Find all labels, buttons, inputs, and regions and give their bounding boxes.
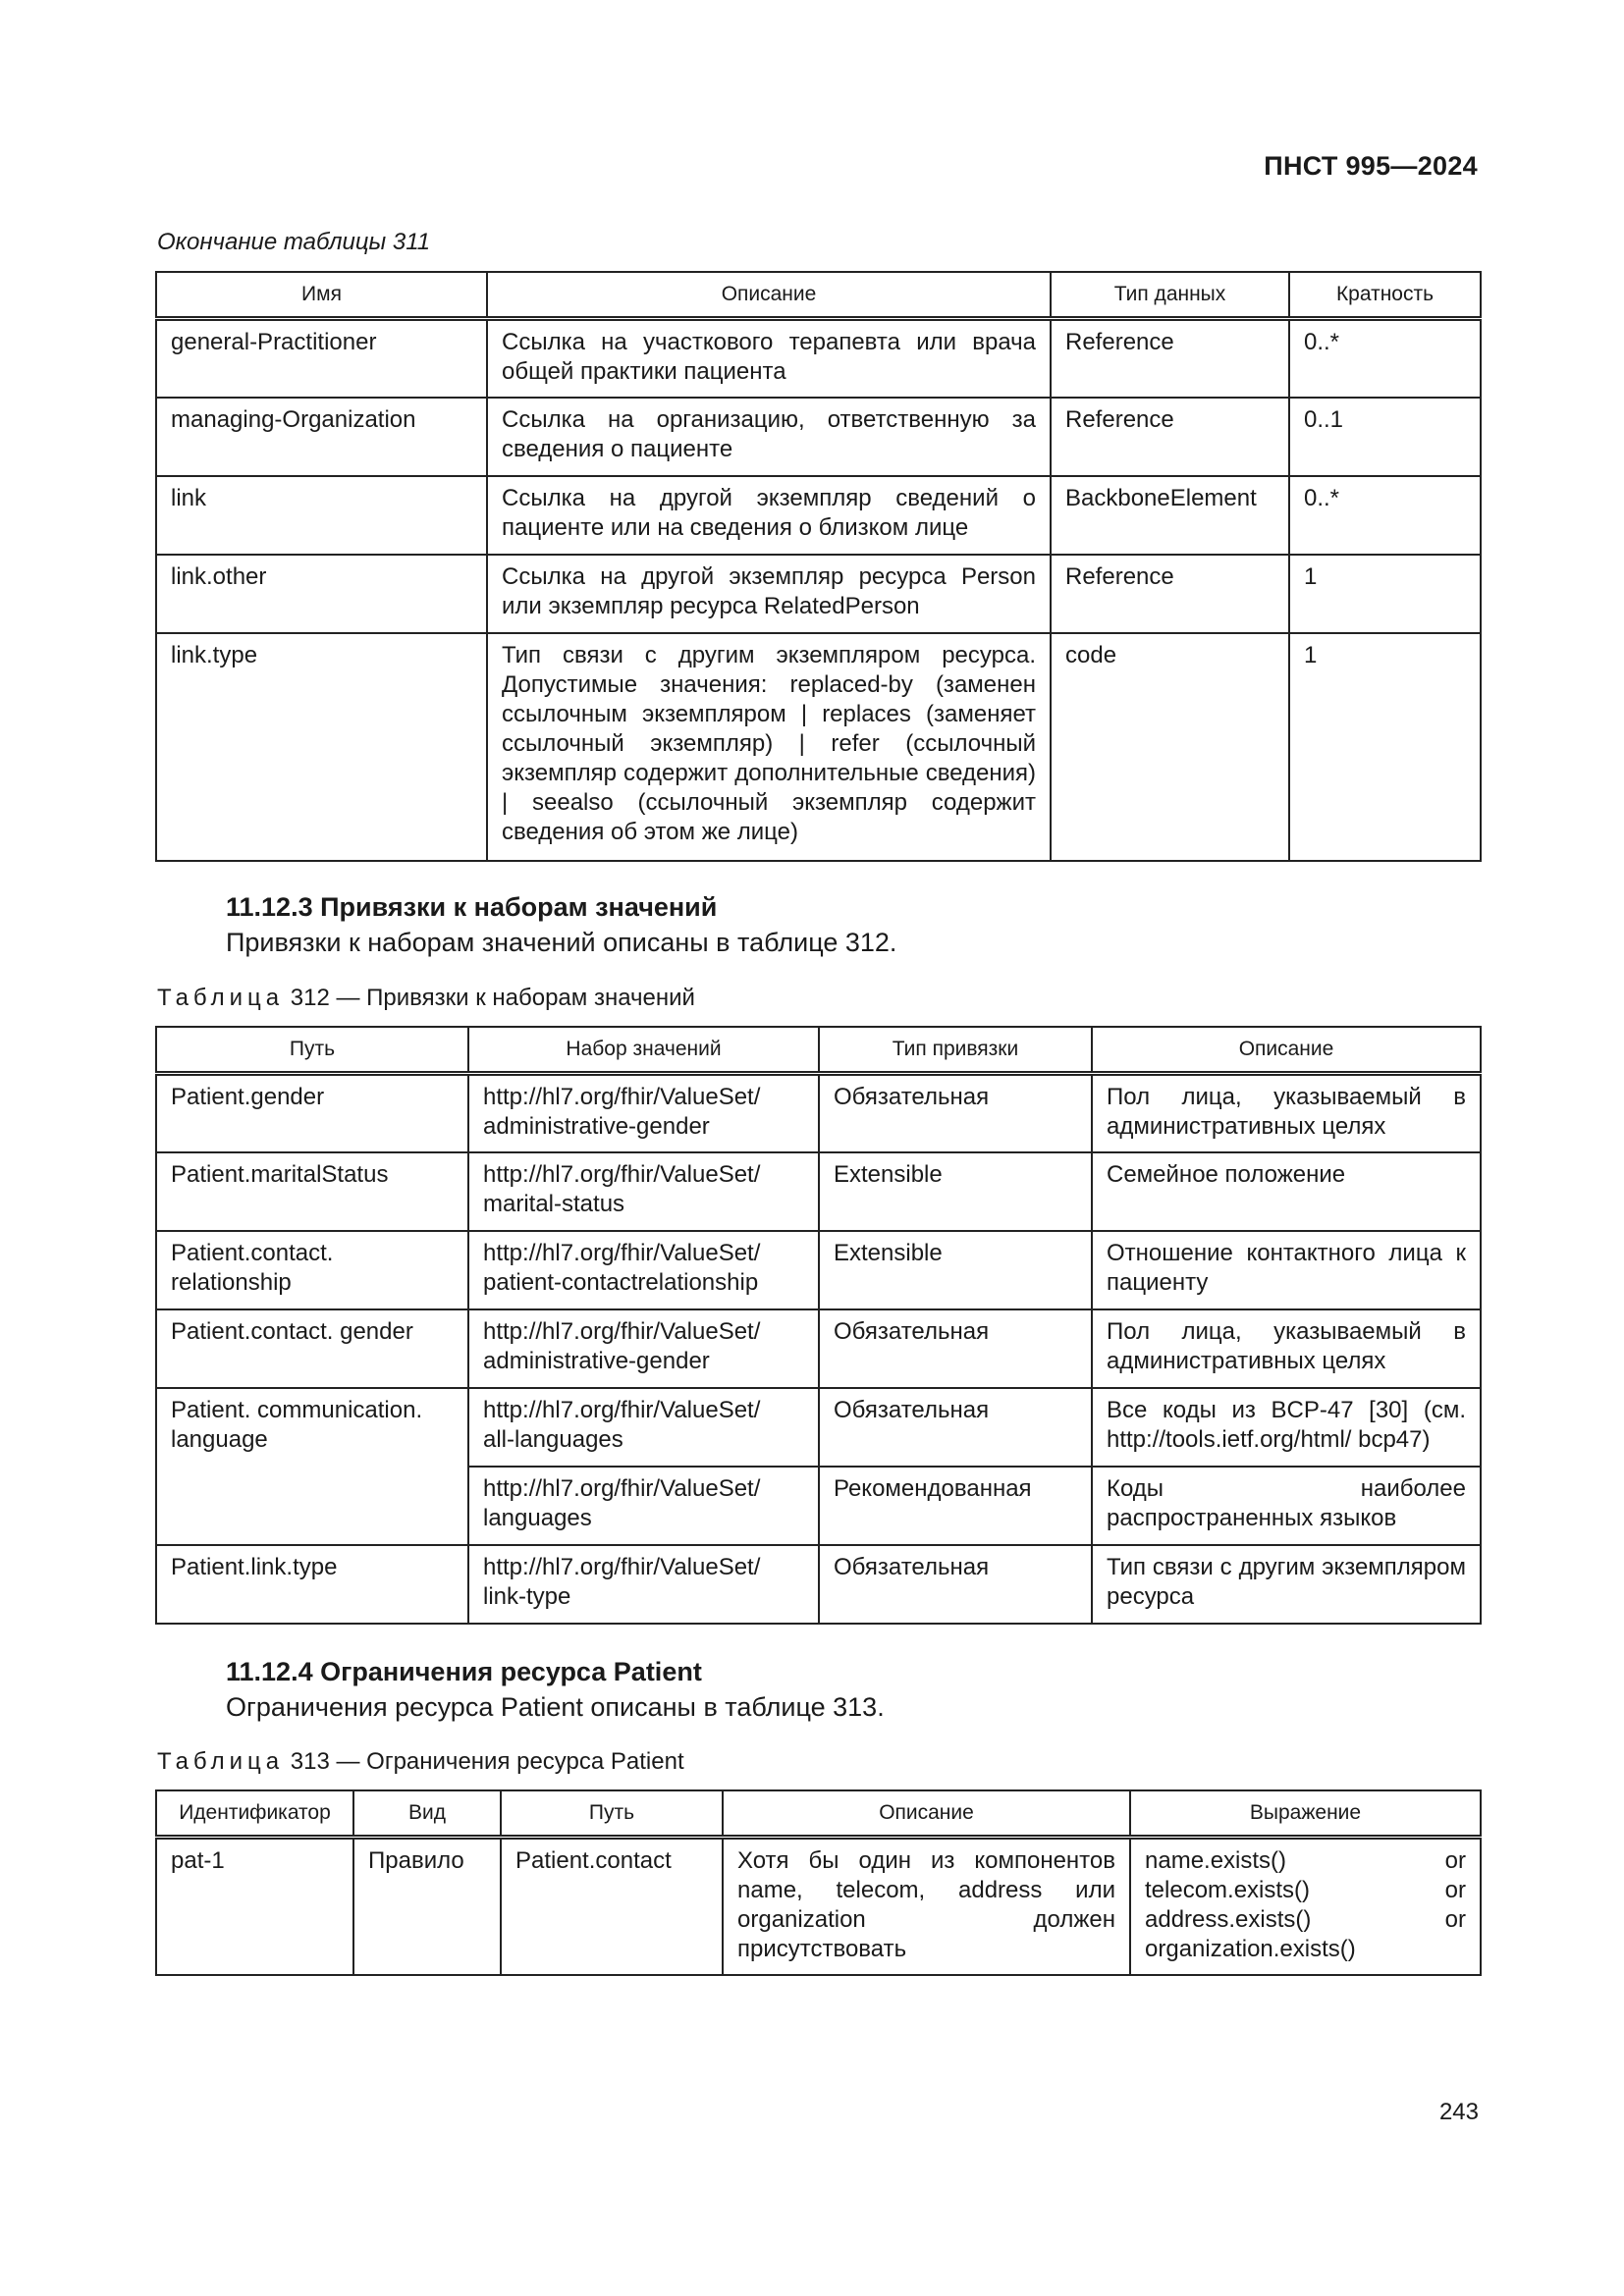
cell-valueset: http://hl7.org/fhir/ValueSet/ administrative-gender (468, 1309, 819, 1388)
cell-binding: Обязательная (819, 1545, 1092, 1624)
cell-description: Отношение контактного лица к пациенту (1092, 1231, 1481, 1309)
cell-binding: Обязательная (819, 1309, 1092, 1388)
cell-cardinality: 1 (1289, 633, 1481, 861)
column-header: Набор значений (468, 1027, 819, 1074)
cell-valueset: http://hl7.org/fhir/ValueSet/ all-languages (468, 1388, 819, 1467)
table-row (156, 1388, 1481, 1467)
table-311-caption: Окончание таблицы 311 (157, 229, 431, 255)
cell-expression: name.exists() or telecom.exists() or address.exists() or organization.exists() (1130, 1838, 1481, 1975)
cell-kind: Правило (353, 1838, 501, 1975)
cell-description: Ссылка на другой экземпляр ресурса Person или экземпляр ресурса RelatedPerson (487, 555, 1051, 633)
table-row (156, 1152, 1481, 1231)
cell-name: managing-Organization (156, 398, 487, 476)
cell-name: general-Practitioner (156, 319, 487, 398)
table-header-row (156, 1790, 1481, 1838)
table-row (156, 319, 1481, 398)
column-header: Описание (487, 272, 1051, 319)
table-row (156, 398, 1481, 476)
cell-name: link.other (156, 555, 487, 633)
cell-identifier: pat-1 (156, 1838, 353, 1975)
page-number: 243 (1438, 2099, 1479, 2125)
cell-type: BackboneElement (1051, 476, 1289, 555)
table-313-caption (157, 1748, 684, 1776)
cell-valueset: http://hl7.org/fhir/ValueSet/ languages (468, 1467, 819, 1545)
cell-description: Все коды из BCP-47 [30] (см. http://tools.ietf.org/html/ bcp47) (1092, 1388, 1481, 1467)
column-header: Описание (723, 1790, 1130, 1838)
cell-binding: Extensible (819, 1152, 1092, 1231)
table-row (156, 476, 1481, 555)
table-row (156, 1545, 1481, 1624)
cell-description: Тип связи с другим экземпляром ресурса. Допустимые значения: replaced-by (заменен ссылочным экземпляром | replaces (заменяет ссылочный экземпляр) | refer (ссылочный экземпляр содержит дополнительные сведения) | seealso (ссылочный экземпляр содержит сведения об этом же лице) (487, 633, 1051, 861)
table-311 (155, 271, 1482, 862)
cell-cardinality: 0..1 (1289, 398, 1481, 476)
table-row (156, 633, 1481, 861)
table-row (156, 1074, 1481, 1152)
cell-path: Patient.contact. gender (156, 1309, 468, 1388)
cell-type: code (1051, 633, 1289, 861)
cell-path: Patient.gender (156, 1074, 468, 1152)
caption-label: Таблица (157, 985, 285, 1011)
cell-valueset: http://hl7.org/fhir/ValueSet/ marital-status (468, 1152, 819, 1231)
cell-cardinality: 0..* (1289, 319, 1481, 398)
cell-description: Тип связи с другим экземпляром ресурса (1092, 1545, 1481, 1624)
cell-valueset: http://hl7.org/fhir/ValueSet/ patient-contactrelationship (468, 1231, 819, 1309)
cell-description: Семейное положение (1092, 1152, 1481, 1231)
column-header: Кратность (1289, 272, 1481, 319)
cell-name: link (156, 476, 487, 555)
cell-path: Patient.contact. relationship (156, 1231, 468, 1309)
section-paragraph: Привязки к наборам значений описаны в таблице 312. (226, 928, 897, 957)
column-header: Описание (1092, 1027, 1481, 1074)
column-header: Выражение (1130, 1790, 1481, 1838)
caption-label: Таблица (157, 1748, 285, 1775)
table-row (156, 1231, 1481, 1309)
column-header: Путь (156, 1027, 468, 1074)
cell-path: Patient. communication. language (156, 1388, 468, 1467)
cell-path: Patient.contact (501, 1838, 723, 1975)
column-header: Тип привязки (819, 1027, 1092, 1074)
cell-description: Ссылка на участкового терапевта или врача общей практики пациента (487, 319, 1051, 398)
section-title: 11.12.3 Привязки к наборам значений (226, 892, 718, 922)
column-header: Идентификатор (156, 1790, 353, 1838)
cell-description: Коды наиболее распространенных языков (1092, 1467, 1481, 1545)
table-row (156, 1309, 1481, 1388)
cell-cardinality: 1 (1289, 555, 1481, 633)
cell-type: Reference (1051, 398, 1289, 476)
table-row (156, 555, 1481, 633)
table-header-row (156, 272, 1481, 319)
cell-binding: Обязательная (819, 1074, 1092, 1152)
cell-binding: Extensible (819, 1231, 1092, 1309)
section-paragraph: Ограничения ресурса Patient описаны в таблице 313. (226, 1692, 885, 1722)
table-row (156, 1838, 1481, 1975)
table-row (156, 1467, 1481, 1545)
caption-text: 313 — Ограничения ресурса Patient (284, 1748, 684, 1775)
column-header: Тип данных (1051, 272, 1289, 319)
table-header-row (156, 1027, 1481, 1074)
cell-path: Patient.maritalStatus (156, 1152, 468, 1231)
cell-valueset: http://hl7.org/fhir/ValueSet/ administrative-gender (468, 1074, 819, 1152)
cell-description: Ссылка на организацию, ответственную за сведения о пациенте (487, 398, 1051, 476)
cell-description: Ссылка на другой экземпляр сведений о пациенте или на сведения о близком лице (487, 476, 1051, 555)
document-id: ПНСТ 995—2024 (1264, 151, 1478, 181)
column-header: Имя (156, 272, 487, 319)
cell-valueset: http://hl7.org/fhir/ValueSet/ link-type (468, 1545, 819, 1624)
cell-type: Reference (1051, 319, 1289, 398)
cell-path: Patient.link.type (156, 1545, 468, 1624)
column-header: Путь (501, 1790, 723, 1838)
cell-binding: Рекомендованная (819, 1467, 1092, 1545)
cell-path (156, 1467, 468, 1545)
column-header: Вид (353, 1790, 501, 1838)
cell-name: link.type (156, 633, 487, 861)
cell-description: Пол лица, указываемый в административных целях (1092, 1074, 1481, 1152)
table-312 (155, 1026, 1482, 1625)
section-title: 11.12.4 Ограничения ресурса Patient (226, 1657, 702, 1686)
cell-binding: Обязательная (819, 1388, 1092, 1467)
caption-text: 312 — Привязки к наборам значений (284, 985, 695, 1011)
cell-cardinality: 0..* (1289, 476, 1481, 555)
cell-description: Хотя бы один из компонентов name, telecom, address или organization должен присутствовать (723, 1838, 1130, 1975)
cell-description: Пол лица, указываемый в административных целях (1092, 1309, 1481, 1388)
table-312-caption (157, 985, 695, 1012)
table-313 (155, 1789, 1482, 1976)
cell-type: Reference (1051, 555, 1289, 633)
